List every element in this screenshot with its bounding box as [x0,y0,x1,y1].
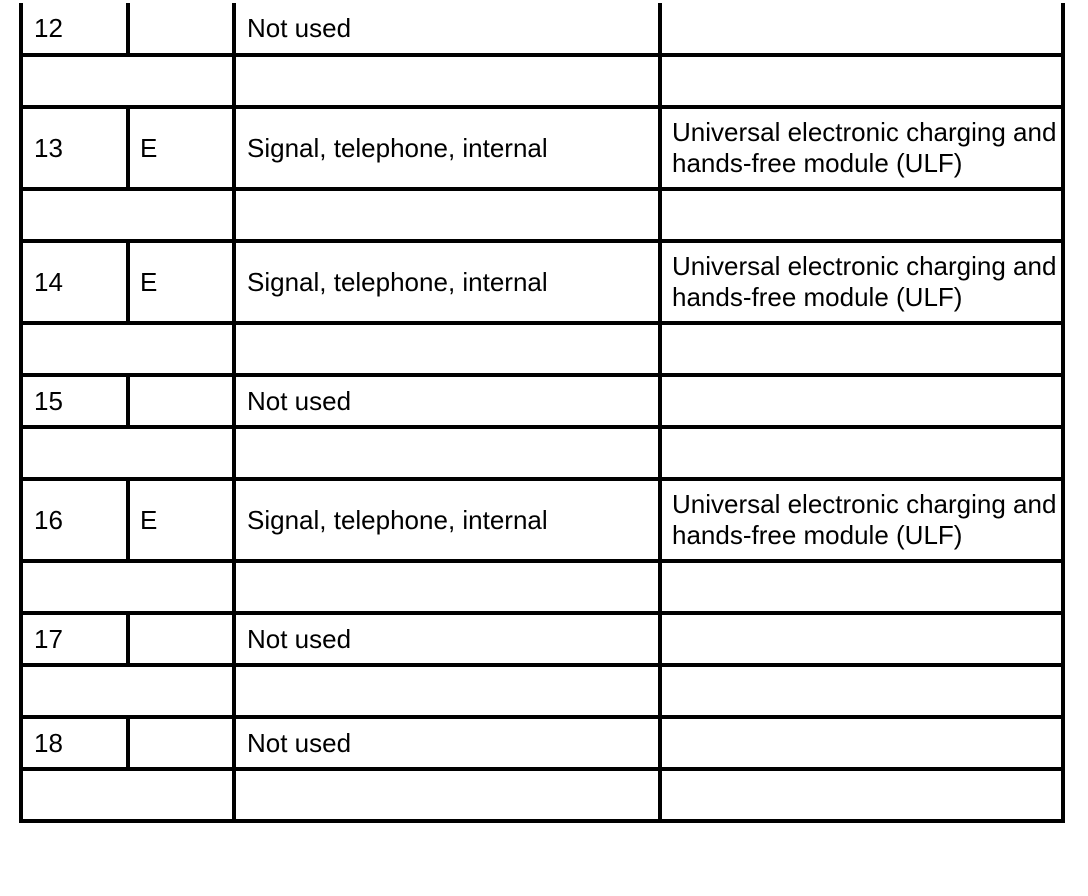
pin-number-cell: 17 [21,613,128,665]
description-cell: Signal, telephone, internal [234,479,660,561]
spacer-cell [21,561,234,613]
pin-assignment-table [19,3,1065,823]
component-cell [660,479,1063,561]
component-cell [660,717,1063,769]
component-cell [660,3,1063,55]
pin-number-cell: 16 [21,479,128,561]
component-cell [660,107,1063,189]
spacer-cell [21,665,234,717]
spacer-row [21,189,1063,241]
component-line: hands-free module (ULF) [672,282,963,312]
signal-type-cell [128,613,234,665]
spacer-row [21,561,1063,613]
spacer-cell [660,323,1063,375]
component-line: Universal electronic charging and [672,489,1057,519]
table-row [21,3,1063,55]
signal-type-cell [128,717,234,769]
spacer-cell [21,427,234,479]
signal-type-cell [128,3,234,55]
pin-number-cell: 18 [21,717,128,769]
spacer-row [21,769,1063,821]
spacer-cell [660,561,1063,613]
pin-number-cell: 12 [21,3,128,55]
spacer-cell [234,561,660,613]
spacer-cell [234,189,660,241]
signal-type-cell [128,375,234,427]
spacer-cell [234,665,660,717]
description-cell: Signal, telephone, internal [234,241,660,323]
signal-type-cell: E [128,241,234,323]
description-cell: Not used [234,3,660,55]
pin-table-body [21,3,1063,821]
table-row [21,717,1063,769]
spacer-cell [234,55,660,107]
signal-type-cell: E [128,107,234,189]
component-cell [660,241,1063,323]
spacer-cell [234,769,660,821]
spacer-cell [660,665,1063,717]
spacer-row [21,55,1063,107]
spacer-row [21,323,1063,375]
description-cell: Not used [234,613,660,665]
description-cell: Signal, telephone, internal [234,107,660,189]
spacer-cell [21,769,234,821]
table-row [21,241,1063,323]
spacer-cell [660,427,1063,479]
component-line: Universal electronic charging and [672,117,1057,147]
spacer-cell [21,189,234,241]
spacer-cell [234,323,660,375]
spacer-row [21,427,1063,479]
spacer-row [21,665,1063,717]
spacer-cell [234,427,660,479]
table-row [21,375,1063,427]
component-cell [660,375,1063,427]
pin-number-cell: 15 [21,375,128,427]
pin-number-cell: 13 [21,107,128,189]
component-line: hands-free module (ULF) [672,520,963,550]
spacer-cell [660,189,1063,241]
spacer-cell [21,55,234,107]
component-cell [660,613,1063,665]
spacer-cell [21,323,234,375]
table-row [21,613,1063,665]
spacer-cell [660,769,1063,821]
table-row [21,107,1063,189]
signal-type-cell: E [128,479,234,561]
description-cell: Not used [234,375,660,427]
component-line: hands-free module (ULF) [672,148,963,178]
spacer-cell [660,55,1063,107]
component-line: Universal electronic charging and [672,251,1057,281]
description-cell: Not used [234,717,660,769]
pin-number-cell: 14 [21,241,128,323]
table-row [21,479,1063,561]
